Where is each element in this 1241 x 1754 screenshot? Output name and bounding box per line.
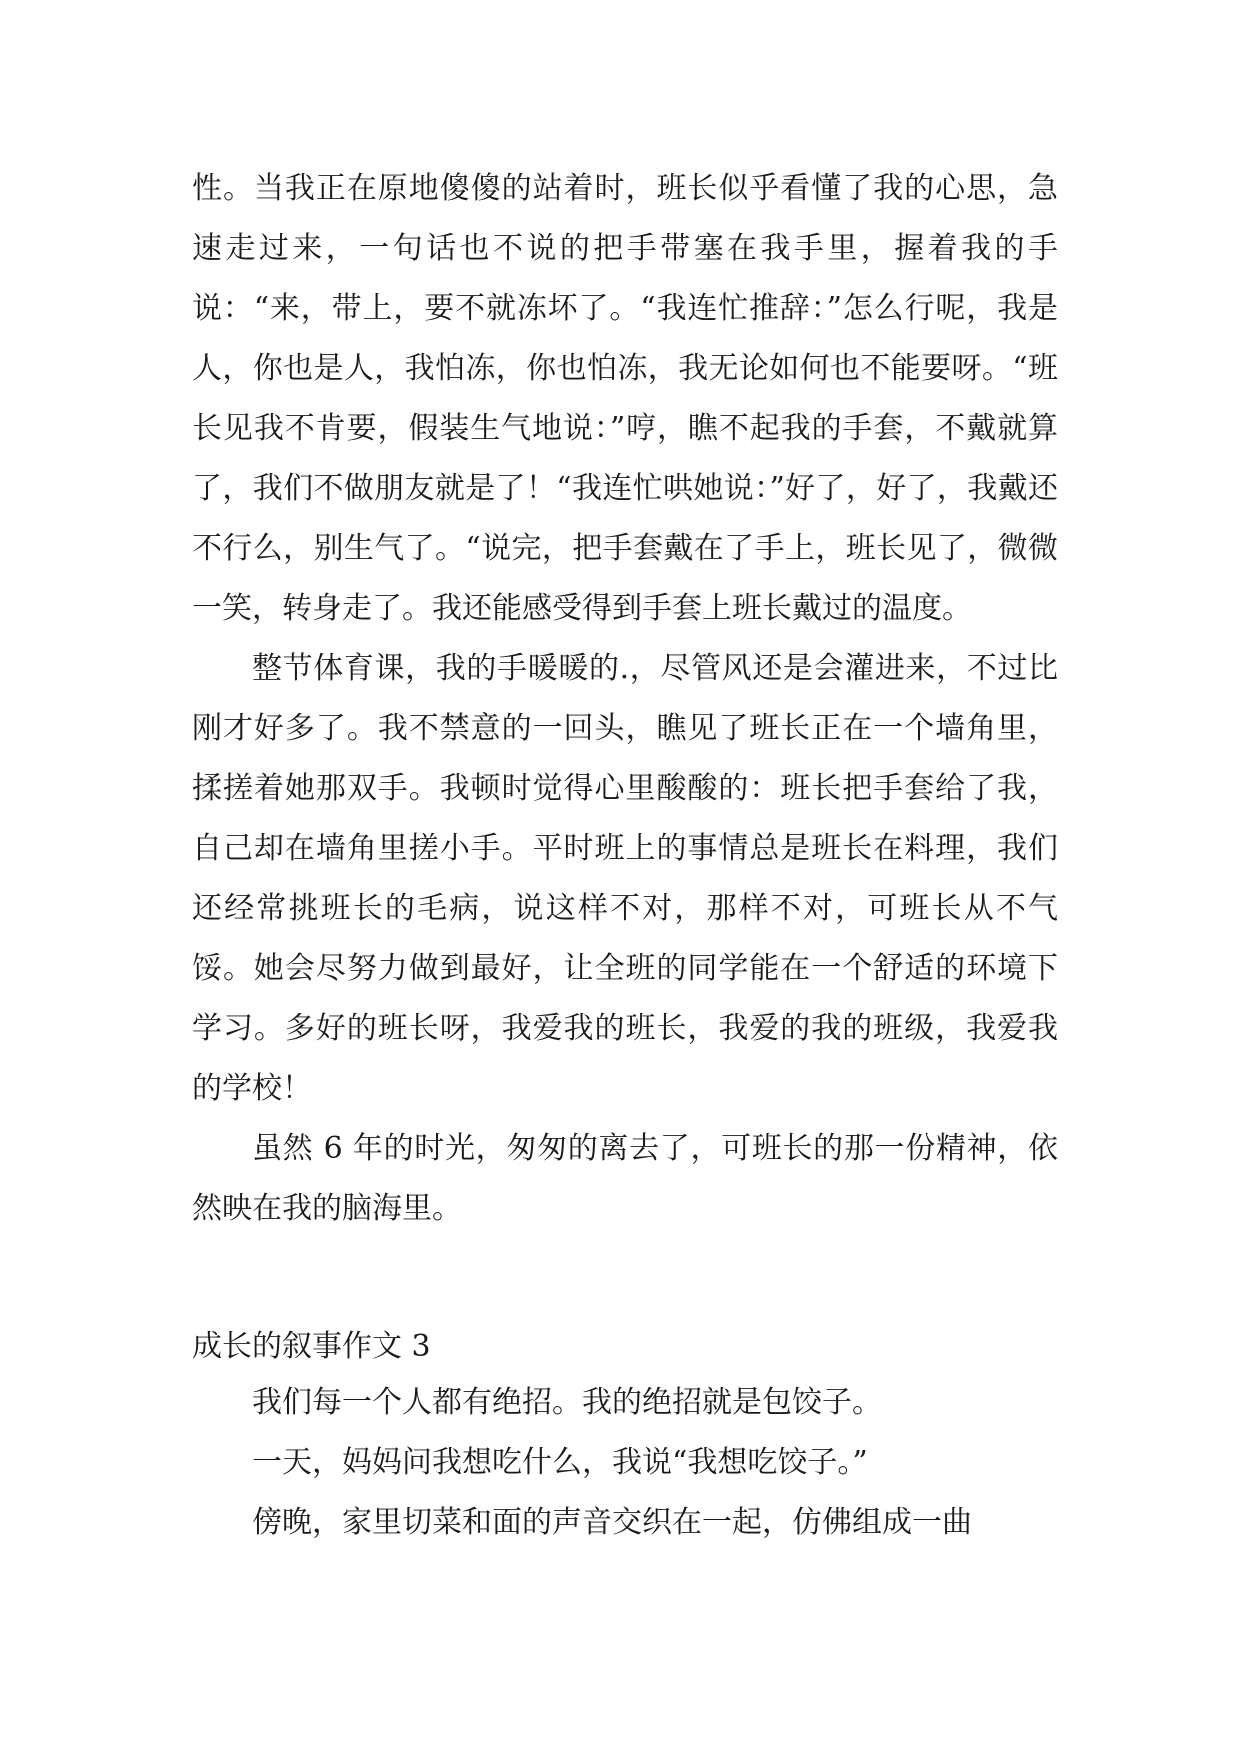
paragraph: 傍晚，家里切菜和面的声音交织在一起，仿佛组成一曲 xyxy=(252,1505,972,1540)
paragraph: 我们每一个人都有绝招。我的绝招就是包饺子。 xyxy=(252,1385,882,1420)
paragraph-continued: 性。当我正在原地傻傻的站着时，班长似乎看懂了我的心思，急速走过来，一句话也不说的把手带塞在我手里，握着我的手说：“来，带上，要不就冻坏了。“我连忙推辞：”怎么行呢，我是人，你也是人，我怕冻，你也怕冻，我无论如何也不能要呀。“班长见我不肯要，假装生气地说：”哼，瞧不起我的手套，不戴就算了，我们不做朋友就是了！“我连忙哄她说：”好了，好了，我戴还不行么，别生气了。“说完，把手套戴在了手上，班长见了，微微一笑，转身走了。我还能感受得到手套上班长戴过的温度。 xyxy=(192,171,1058,626)
section-title: 成长的叙事作文 3 xyxy=(192,1329,431,1364)
paragraph: 一天，妈妈问我想吃什么，我说“我想吃饺子。” xyxy=(252,1445,868,1480)
essay-body xyxy=(192,159,1058,1239)
essay-section-body xyxy=(192,1373,1058,1553)
paragraph: 整节体育课，我的手暖暖的.，尽管风还是会灌进来，不过比刚才好多了。我不禁意的一回头，瞧见了班长正在一个墙角里，揉搓着她那双手。我顿时觉得心里酸酸的：班长把手套给了我，自己却在墙角里搓小手。平时班上的事情总是班长在料理，我们还经常挑班长的毛病，说这样不对，那样不对，可班长从不气馁。她会尽努力做到最好，让全班的同学能在一个舒适的环境下学习。多好的班长呀，我爱我的班长，我爱的我的班级，我爱我的学校！ xyxy=(192,651,1058,1106)
paragraph: 虽然 6 年的时光，匆匆的离去了，可班长的那一份精神，依然映在我的脑海里。 xyxy=(192,1131,1058,1226)
